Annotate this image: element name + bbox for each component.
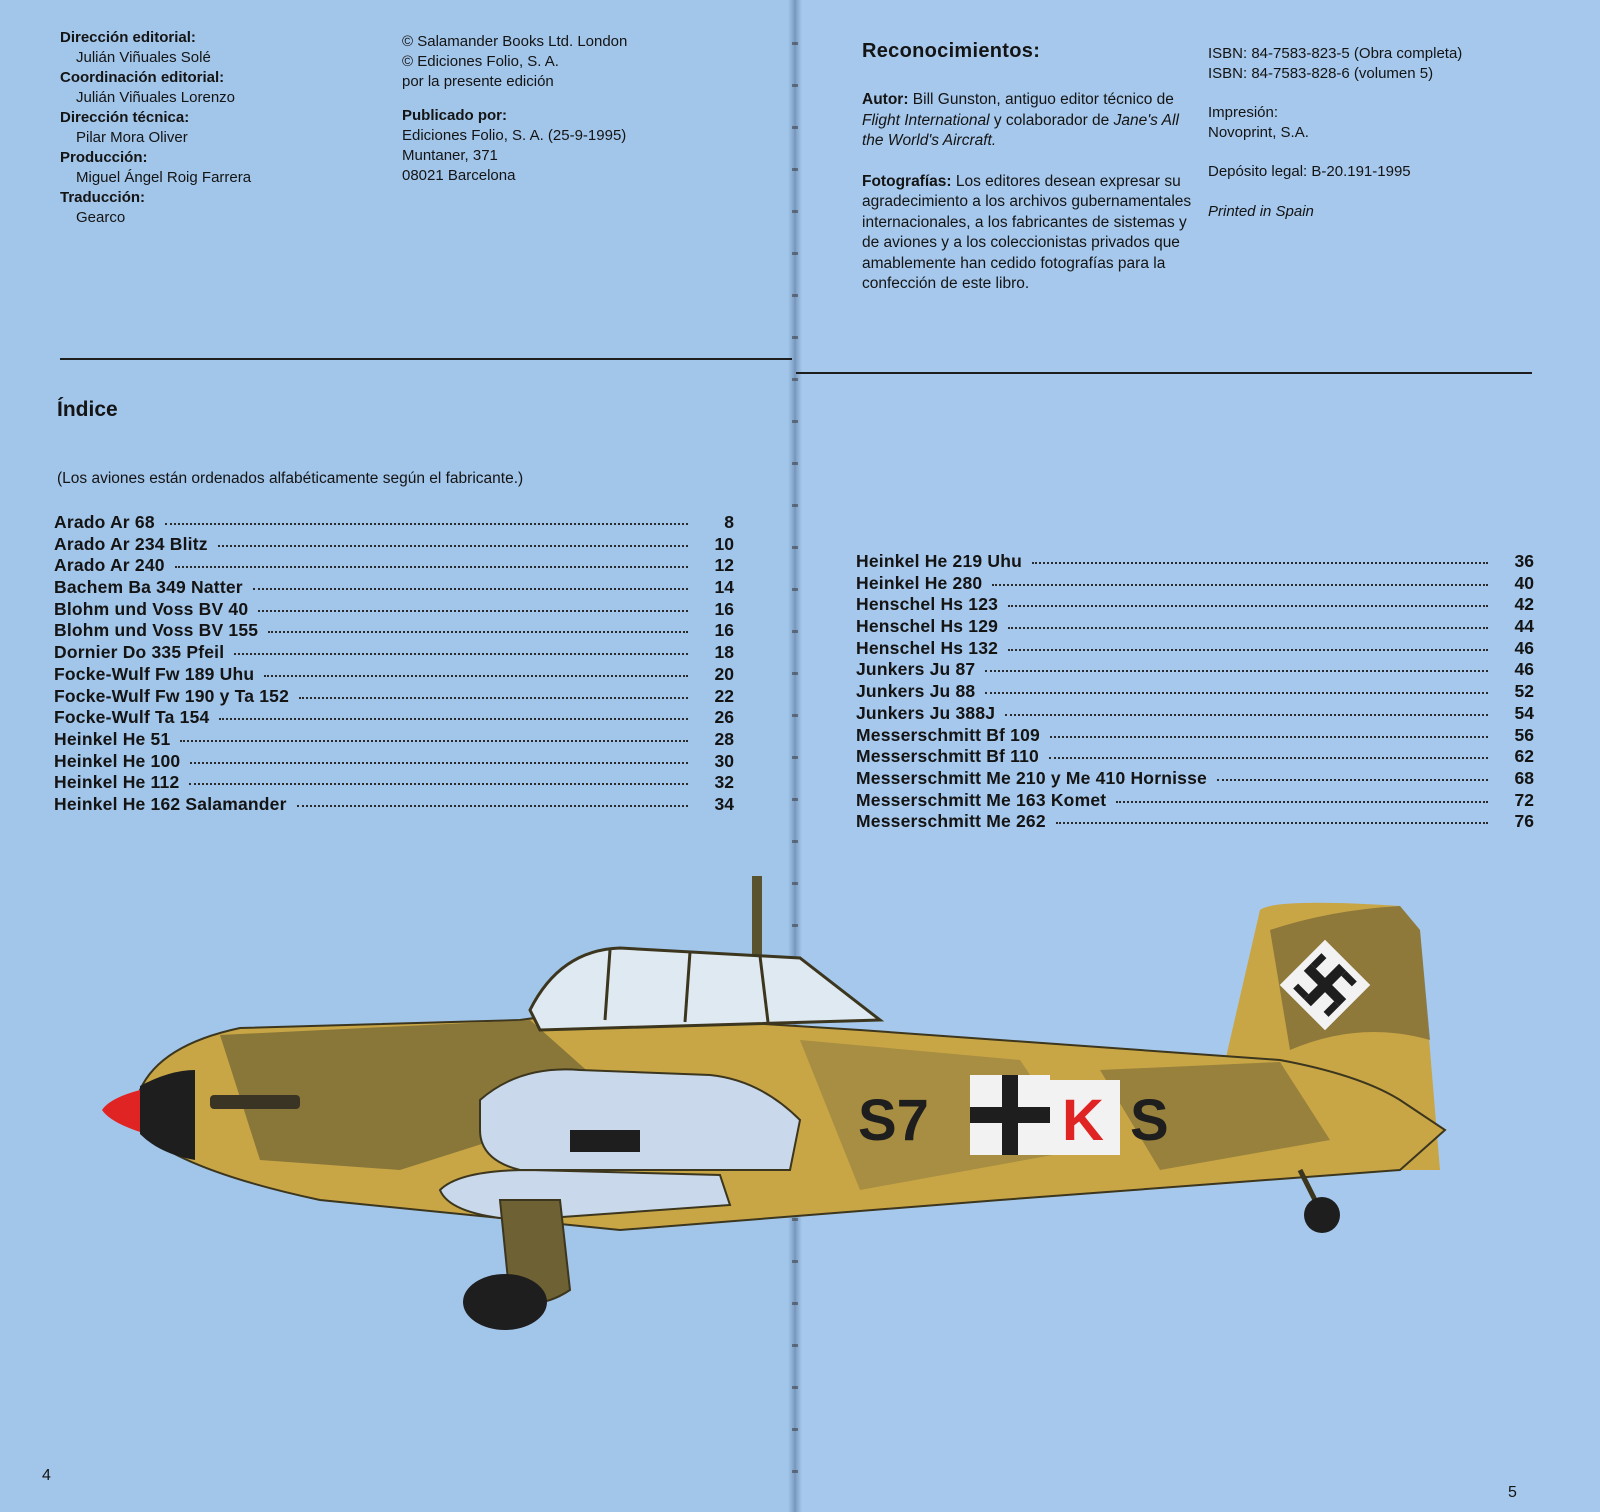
index-entry [54,772,734,794]
index-entry-page: 18 [714,642,734,663]
index-entry [856,768,1534,790]
index-entry-page: 62 [1514,746,1534,767]
index-entry-title: Arado Ar 68 [54,512,155,532]
dot-leader [985,669,1488,672]
credit-role: Coordinación editorial: [60,69,225,86]
credit-role: Producción: [60,149,148,166]
index-entry [54,707,734,729]
copyright-line: © Ediciones Folio, S. A. [402,53,559,70]
index-entry-title: Arado Ar 234 Blitz [54,533,208,554]
index-entry [54,686,734,708]
publisher-line: Muntaner, 371 [402,147,498,164]
exhaust-stacks [210,1095,300,1109]
index-entry-page: 26 [714,707,734,728]
dot-leader [264,674,688,677]
divider-left [60,358,792,360]
index-entry-title: Messerschmitt Me 163 Komet [856,789,1107,810]
index-entry [54,599,734,621]
index-entry-title: Focke-Wulf Fw 190 y Ta 152 [54,685,290,706]
index-list-right [856,551,1534,833]
index-entry [54,729,734,751]
fuselage-code-s7: S7 [858,1088,929,1153]
credit-name: Julián Viñuales Solé [76,49,211,66]
index-entry-title: Heinkel He 112 [54,772,180,793]
index-entry-title: Heinkel He 100 [54,750,181,771]
index-note: (Los aviones están ordenados alfabéticamente según el fabricante.) [57,470,524,487]
index-entry [856,725,1534,747]
dot-leader [189,782,688,785]
index-entry-page: 44 [1514,616,1534,637]
index-entry-page: 40 [1514,572,1534,593]
tail-wheel [1304,1197,1340,1233]
printed-in: Printed in Spain [1208,202,1314,220]
index-entry-title: Henschel Hs 129 [856,616,999,637]
index-entry-title: Blohm und Voss BV 155 [54,620,259,641]
publisher-line: Ediciones Folio, S. A. (25-9-1995) [402,127,627,144]
index-entry-page: 56 [1514,724,1534,745]
index-entry [54,534,734,556]
index-entry-page: 30 [714,750,734,771]
credit-role: Dirección editorial: [60,29,196,46]
index-entry-title: Bachem Ba 349 Natter [54,577,243,598]
dot-leader [1008,648,1488,651]
dot-leader [1116,800,1488,803]
dot-leader [299,696,688,699]
index-entry [856,551,1534,573]
acknowledgements-title: Reconocimientos: [862,40,1041,62]
index-list-left [54,512,734,816]
dot-leader [1217,778,1488,781]
dot-leader [985,691,1488,694]
dot-leader [1008,604,1488,607]
index-entry [856,573,1534,595]
published-by-label: Publicado por: [402,107,507,124]
author-label: Autor: [862,91,909,108]
index-entry-title: Junkers Ju 388J [856,702,996,723]
index-entry-page: 16 [714,598,734,619]
isbn-block [1208,44,1462,221]
index-entry-page: 14 [714,577,734,598]
dot-leader [1050,735,1488,738]
index-entry-page: 68 [1514,767,1534,788]
credit-name: Gearco [76,209,126,226]
main-wheel [463,1274,547,1330]
index-entry-title: Henschel Hs 132 [856,637,999,658]
photos-label: Fotografías: [862,172,952,190]
index-entry [856,703,1534,725]
printer-name: Novoprint, S.A. [1208,123,1309,141]
index-entry [54,555,734,577]
index-entry-title: Messerschmitt Me 210 y Me 410 Hornisse [856,767,1207,788]
author-text: y colaborador de [989,111,1114,129]
index-entry-title: Henschel Hs 123 [856,594,999,615]
copyright-block [402,32,627,186]
photos-text: Los editores desean expresar su agradecimiento a los archivos gubernamentales internacionales, a los fabricantes de sistemas y de aviones y a los coleccionistas privados que amablemente han cedido fotografías para la confección de este libro. [862,172,1192,292]
credit-name: Miguel Ángel Roig Farrera [76,169,252,186]
index-entry [54,794,734,816]
acknowledgements-body [862,90,1192,315]
author-text: Bill Gunston, antiguo editor técnico de [908,91,1174,108]
dot-leader [1032,561,1488,564]
index-entry-title: Messerschmitt Bf 109 [856,724,1040,745]
index-entry-page: 76 [1514,811,1534,832]
dot-leader [1008,626,1488,629]
index-entry-page: 54 [1514,702,1534,723]
index-title: Índice [57,398,118,421]
dot-leader [1005,713,1488,716]
index-entry-page: 22 [714,685,734,706]
index-entry [856,659,1534,681]
index-entry-page: 8 [724,512,734,532]
index-entry-title: Focke-Wulf Ta 154 [54,707,210,728]
dot-leader [218,544,688,547]
dot-leader [219,717,688,720]
credit-role: Traducción: [60,189,146,206]
index-entry-page: 36 [1514,551,1534,571]
index-entry [856,811,1534,833]
index-entry-page: 46 [1514,637,1534,658]
isbn-complete: ISBN: 84-7583-823-5 (Obra completa) [1208,45,1463,62]
index-entry-page: 34 [714,793,734,814]
index-entry-title: Heinkel He 51 [54,728,171,749]
page-number-right: 5 [1508,1484,1517,1501]
index-entry-page: 42 [1514,594,1534,615]
index-entry [856,790,1534,812]
index-entry-page: 10 [714,533,734,554]
dot-leader [258,609,688,612]
index-entry-page: 16 [714,620,734,641]
index-entry [856,681,1534,703]
index-entry [856,594,1534,616]
dot-leader [190,761,688,764]
index-entry-page: 32 [714,772,734,793]
index-entry-title: Blohm und Voss BV 40 [54,598,249,619]
editorial-credits [60,28,251,228]
credit-role: Dirección técnica: [60,109,190,126]
dot-leader [180,739,688,742]
copyright-line: © Salamander Books Ltd. London [402,33,628,50]
credit-name: Julián Viñuales Lorenzo [76,89,236,106]
canopy [530,948,880,1030]
index-entry-title: Heinkel He 162 Salamander [54,793,287,814]
index-entry-title: Junkers Ju 87 [856,659,976,680]
author-publication: Jane's All the World's Aircraft. [862,111,1179,149]
index-entry-page: 52 [1514,681,1534,702]
index-entry [54,642,734,664]
dot-leader [1049,756,1488,759]
isbn-volume: ISBN: 84-7583-828-6 (volumen 5) [1208,64,1434,82]
fuselage-code-s: S [1130,1088,1169,1153]
index-entry-title: Heinkel He 280 [856,572,983,593]
index-entry-title: Messerschmitt Bf 110 [856,746,1039,767]
fuselage-code-k: K [1062,1088,1104,1153]
index-entry-page: 28 [714,728,734,749]
dot-leader [268,630,688,633]
index-entry-title: Messerschmitt Me 262 [856,811,1046,832]
index-entry-title: Arado Ar 240 [54,555,165,576]
dot-leader [992,583,1488,586]
index-entry-title: Focke-Wulf Fw 189 Uhu [54,663,255,684]
dot-leader [175,565,688,568]
propeller-spinner [102,1090,140,1132]
index-entry-page: 20 [714,663,734,684]
legal-deposit: Depósito legal: B-20.191-1995 [1208,163,1411,180]
copyright-line: por la presente edición [402,73,554,90]
dot-leader [297,804,688,807]
credit-name: Pilar Mora Oliver [76,129,188,146]
publisher-line: 08021 Barcelona [402,167,516,184]
dot-leader [234,652,688,655]
divider-right [796,372,1532,374]
index-entry [54,751,734,773]
dot-leader [165,522,688,525]
printing-label: Impresión: [1208,104,1279,121]
balkenkreuz [970,1075,1050,1155]
index-entry-title: Junkers Ju 88 [856,681,976,702]
index-entry-title: Dornier Do 335 Pfeil [54,642,225,663]
index-entry-title: Heinkel He 219 Uhu [856,551,1023,571]
author-publication: Flight International [862,111,990,129]
index-entry [54,512,734,534]
index-entry [54,620,734,642]
index-entry [54,664,734,686]
index-entry [856,638,1534,660]
page-number-left: 4 [42,1467,51,1484]
index-entry [856,616,1534,638]
photos-paragraph [862,172,1192,295]
index-entry-page: 46 [1514,659,1534,680]
author-paragraph [862,90,1192,152]
dot-leader [253,587,688,590]
index-entry [856,746,1534,768]
index-entry-page: 12 [714,555,734,576]
aircraft-illustration [100,870,1460,1350]
index-entry [54,577,734,599]
dot-leader [1056,821,1488,824]
index-entry-page: 72 [1514,789,1534,810]
